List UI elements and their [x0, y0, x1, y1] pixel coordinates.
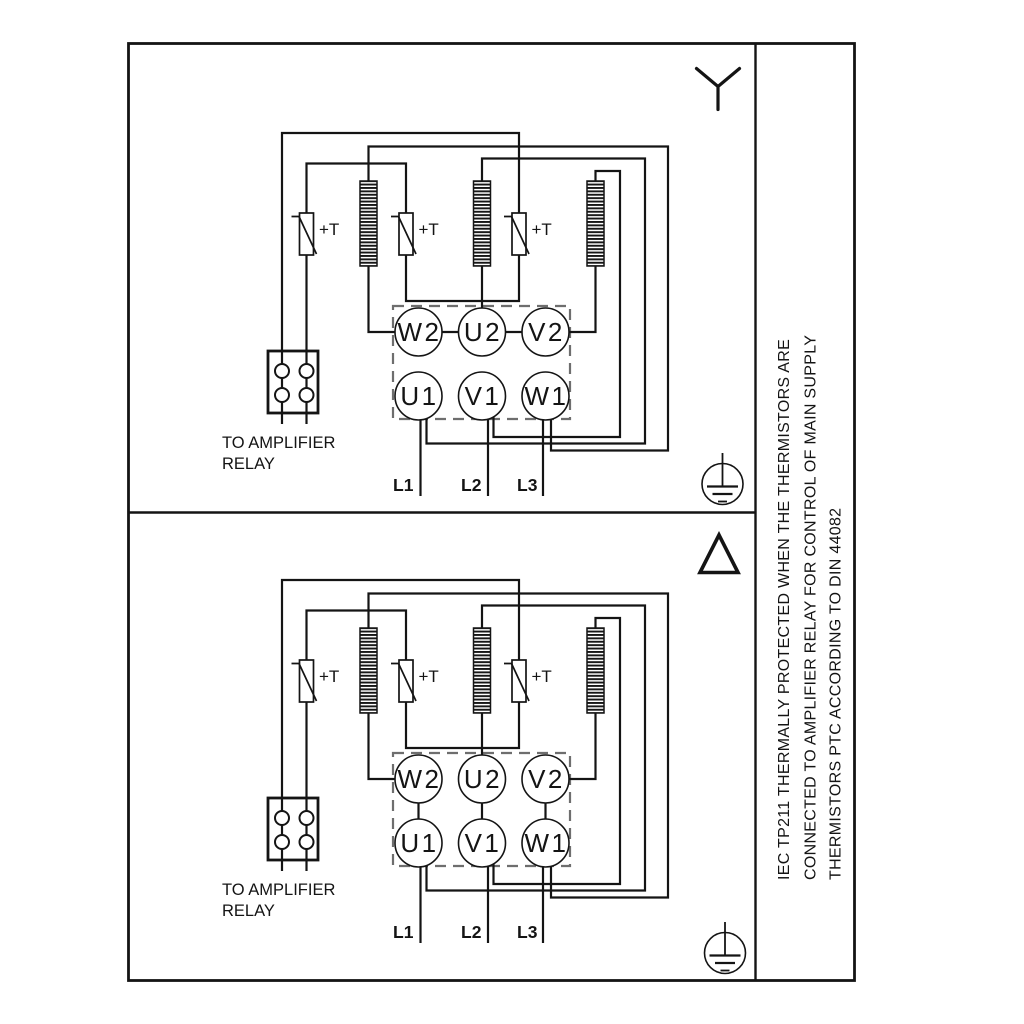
side-note-line1: IEC TP211 THERMALLY PROTECTED WHEN THE THERMISTORS ARE: [776, 338, 793, 880]
delta-jumper-wires: [419, 803, 546, 819]
panel-delta-connection: [222, 580, 668, 943]
star-connection-icon: [697, 69, 740, 110]
earth-ground-icon: [702, 453, 743, 505]
side-note-line3: THERMISTORS PTC ACCORDING TO DIN 44082: [827, 507, 845, 880]
side-note-line2: CONNECTED TO AMPLIFIER RELAY FOR CONTROL OF MAIN SUPPLY: [802, 334, 820, 880]
side-note: [776, 335, 845, 880]
earth-ground-icon: [705, 922, 746, 974]
delta-connection-icon: [700, 535, 738, 573]
panel-star-connection: [222, 69, 743, 505]
